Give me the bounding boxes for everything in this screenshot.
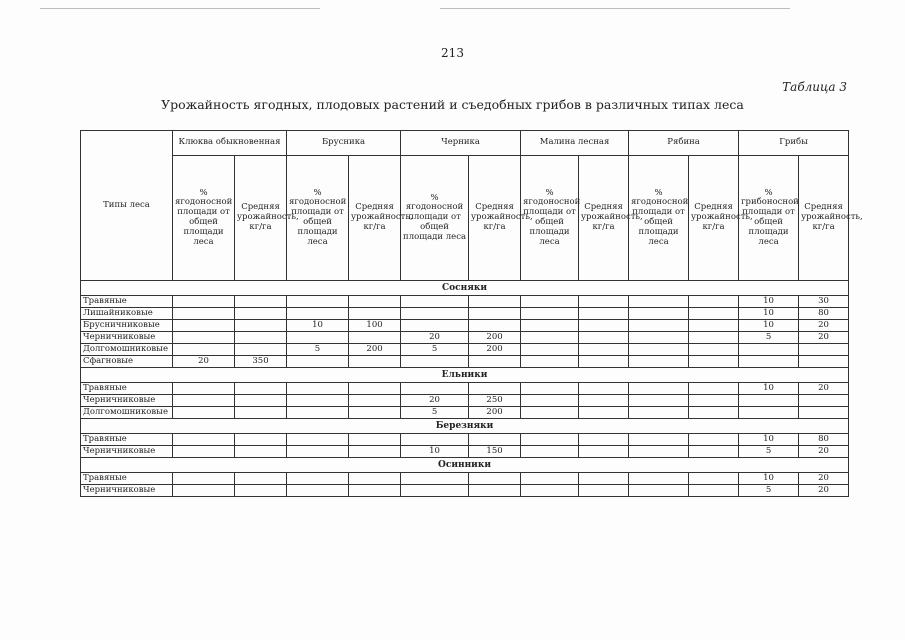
table-cell xyxy=(629,446,689,458)
table-row xyxy=(81,407,849,419)
table-cell xyxy=(799,356,849,368)
table-cell xyxy=(173,308,235,320)
table-row xyxy=(81,434,849,446)
forest-type-cell: Черничниковые xyxy=(81,485,173,497)
forest-type-cell: Травяные xyxy=(81,434,173,446)
table-cell xyxy=(629,407,689,419)
table-cell: 5 xyxy=(287,344,349,356)
table-cell xyxy=(401,296,469,308)
table-cell xyxy=(629,332,689,344)
table-cell xyxy=(349,407,401,419)
table-row xyxy=(81,356,849,368)
table-cell xyxy=(349,395,401,407)
table-cell xyxy=(689,383,739,395)
table-cell xyxy=(287,395,349,407)
subheader-area-percent: % грибоносной площади от общей площади леса xyxy=(739,156,799,281)
table-cell xyxy=(521,296,579,308)
table-cell xyxy=(287,332,349,344)
table-cell xyxy=(579,383,629,395)
group-header-mushrooms: Грибы xyxy=(739,131,849,156)
table-cell xyxy=(579,434,629,446)
table-cell xyxy=(401,356,469,368)
table-cell xyxy=(235,485,287,497)
table-cell xyxy=(349,356,401,368)
subheader-avg-yield: Средняя урожайность, кг/га xyxy=(689,156,739,281)
table-cell: 10 xyxy=(739,434,799,446)
table-cell xyxy=(799,344,849,356)
section-title: Ельники xyxy=(81,368,849,383)
table-cell xyxy=(629,434,689,446)
header-sub-row xyxy=(81,156,849,281)
table-cell xyxy=(173,395,235,407)
table-cell: 10 xyxy=(739,473,799,485)
table-cell xyxy=(579,446,629,458)
table-title: Урожайность ягодных, плодовых растений и съедобных грибов в различных типах леса xyxy=(161,97,744,112)
table-cell xyxy=(579,395,629,407)
table-cell xyxy=(401,473,469,485)
table-cell xyxy=(521,344,579,356)
table-cell xyxy=(235,344,287,356)
table-cell xyxy=(173,296,235,308)
table-cell xyxy=(689,356,739,368)
forest-type-cell: Сфагновые xyxy=(81,356,173,368)
table-cell xyxy=(579,332,629,344)
subheader-area-percent: % ягодоносной площади от общей площади леса xyxy=(629,156,689,281)
table-cell xyxy=(287,485,349,497)
table-cell xyxy=(469,296,521,308)
table-cell xyxy=(579,356,629,368)
table-cell xyxy=(799,395,849,407)
group-header-lingonberry: Брусника xyxy=(287,131,401,156)
subheader-avg-yield: Средняя урожайность, кг/га xyxy=(469,156,521,281)
group-header-raspberry: Малина лесная xyxy=(521,131,629,156)
table-cell xyxy=(629,395,689,407)
table-cell: 20 xyxy=(799,473,849,485)
yield-table xyxy=(80,130,863,497)
subheader-area-percent: % ягодоносной площади от общей площади леса xyxy=(173,156,235,281)
table-cell xyxy=(469,320,521,332)
table-cell xyxy=(173,446,235,458)
table-cell xyxy=(739,407,799,419)
table-cell xyxy=(469,356,521,368)
table-cell xyxy=(287,434,349,446)
table-label: Таблица 3 xyxy=(782,80,847,94)
group-header-blueberry: Черника xyxy=(401,131,521,156)
forest-type-cell: Долгомошниковые xyxy=(81,407,173,419)
table-cell xyxy=(521,395,579,407)
subheader-area-percent: % ягодоносной площади от общей площади леса xyxy=(401,156,469,281)
table-cell xyxy=(173,383,235,395)
subheader-avg-yield: Средняя урожайность, кг/га xyxy=(349,156,401,281)
table-cell xyxy=(235,473,287,485)
table-cell xyxy=(349,446,401,458)
table-cell: 10 xyxy=(739,308,799,320)
forest-type-cell: Черничниковые xyxy=(81,395,173,407)
table-row xyxy=(81,473,849,485)
table-cell xyxy=(579,308,629,320)
table-row xyxy=(81,320,849,332)
table-cell: 5 xyxy=(401,344,469,356)
table-cell: 10 xyxy=(287,320,349,332)
table-cell xyxy=(689,407,739,419)
table-cell: 20 xyxy=(799,485,849,497)
table-cell: 30 xyxy=(799,296,849,308)
table-cell: 20 xyxy=(401,332,469,344)
table-cell xyxy=(521,485,579,497)
table-cell xyxy=(629,320,689,332)
table-cell xyxy=(521,383,579,395)
table-cell: 200 xyxy=(469,407,521,419)
table-cell xyxy=(579,320,629,332)
table-cell xyxy=(287,308,349,320)
table-cell xyxy=(739,356,799,368)
table-cell xyxy=(349,332,401,344)
table-cell: 150 xyxy=(469,446,521,458)
table-cell xyxy=(739,344,799,356)
table-cell xyxy=(689,485,739,497)
table-cell xyxy=(401,383,469,395)
table-cell xyxy=(235,434,287,446)
table-cell: 100 xyxy=(349,320,401,332)
table-cell xyxy=(521,308,579,320)
table-cell xyxy=(629,383,689,395)
section-row xyxy=(81,368,849,383)
table-cell xyxy=(287,473,349,485)
table-cell: 20 xyxy=(799,320,849,332)
table-cell xyxy=(521,356,579,368)
table-cell xyxy=(235,446,287,458)
table-row xyxy=(81,332,849,344)
table-cell xyxy=(235,320,287,332)
subheader-avg-yield: Средняя урожайность, кг/га xyxy=(799,156,849,281)
table-row xyxy=(81,395,849,407)
scan-artifact-line xyxy=(440,8,790,9)
table-cell xyxy=(235,407,287,419)
table-cell xyxy=(689,320,739,332)
table-cell xyxy=(689,434,739,446)
table-cell: 350 xyxy=(235,356,287,368)
table-cell xyxy=(689,308,739,320)
table-cell xyxy=(469,434,521,446)
group-header-cranberry: Клюква обыкновенная xyxy=(173,131,287,156)
table-cell xyxy=(629,473,689,485)
table-cell xyxy=(287,296,349,308)
table-cell: 20 xyxy=(401,395,469,407)
table-cell xyxy=(173,332,235,344)
table-row xyxy=(81,308,849,320)
table-cell xyxy=(629,296,689,308)
table-cell xyxy=(689,395,739,407)
forest-type-cell: Черничниковые xyxy=(81,332,173,344)
table-cell xyxy=(173,407,235,419)
table-cell xyxy=(469,383,521,395)
section-row xyxy=(81,281,849,296)
table-cell xyxy=(579,344,629,356)
table-cell: 5 xyxy=(739,485,799,497)
table-cell: 80 xyxy=(799,434,849,446)
table-cell: 200 xyxy=(469,344,521,356)
table-cell xyxy=(689,332,739,344)
table-cell xyxy=(799,407,849,419)
section-row xyxy=(81,419,849,434)
table-cell xyxy=(401,434,469,446)
table-cell: 10 xyxy=(401,446,469,458)
table-cell xyxy=(579,407,629,419)
table-cell xyxy=(287,446,349,458)
table-cell xyxy=(173,434,235,446)
forest-type-cell: Черничниковые xyxy=(81,446,173,458)
table-cell xyxy=(521,320,579,332)
table-cell xyxy=(689,344,739,356)
subheader-avg-yield: Средняя урожайность, кг/га xyxy=(579,156,629,281)
section-title: Осинники xyxy=(81,458,849,473)
table-cell xyxy=(689,473,739,485)
scan-artifact-line xyxy=(40,8,320,9)
table-cell: 200 xyxy=(469,332,521,344)
table-cell: 10 xyxy=(739,320,799,332)
table-cell xyxy=(629,344,689,356)
table-cell xyxy=(689,296,739,308)
table-row xyxy=(81,344,849,356)
forest-type-cell: Брусничниковые xyxy=(81,320,173,332)
table-cell xyxy=(349,473,401,485)
table-cell xyxy=(401,320,469,332)
table-cell xyxy=(349,308,401,320)
table-cell xyxy=(235,332,287,344)
table-cell xyxy=(349,383,401,395)
section-row xyxy=(81,458,849,473)
table-cell: 20 xyxy=(799,446,849,458)
table-cell: 5 xyxy=(401,407,469,419)
table-cell xyxy=(739,395,799,407)
table-cell xyxy=(629,308,689,320)
table-cell: 200 xyxy=(349,344,401,356)
forest-type-cell: Долгомошниковые xyxy=(81,344,173,356)
subheader-area-percent: % ягодоносной площади от общей площади леса xyxy=(287,156,349,281)
table-cell xyxy=(287,383,349,395)
table-cell xyxy=(235,383,287,395)
table-cell: 5 xyxy=(739,332,799,344)
table-cell: 20 xyxy=(799,383,849,395)
table-row xyxy=(81,296,849,308)
table-cell: 20 xyxy=(173,356,235,368)
forest-type-cell: Травяные xyxy=(81,473,173,485)
forest-type-cell: Травяные xyxy=(81,383,173,395)
table-cell xyxy=(579,473,629,485)
table-cell: 250 xyxy=(469,395,521,407)
table-cell xyxy=(173,320,235,332)
table-cell xyxy=(521,434,579,446)
table-cell xyxy=(401,485,469,497)
table-cell: 10 xyxy=(739,296,799,308)
section-title: Березняки xyxy=(81,419,849,434)
table-row xyxy=(81,485,849,497)
table-cell xyxy=(173,485,235,497)
table-cell xyxy=(173,473,235,485)
table-row xyxy=(81,446,849,458)
table-cell xyxy=(401,308,469,320)
forest-type-cell: Лишайниковые xyxy=(81,308,173,320)
table-cell xyxy=(469,308,521,320)
table-cell xyxy=(287,356,349,368)
table-cell xyxy=(235,308,287,320)
table-cell xyxy=(629,485,689,497)
table-cell xyxy=(235,296,287,308)
table-cell: 80 xyxy=(799,308,849,320)
table-cell xyxy=(235,395,287,407)
table-row xyxy=(81,383,849,395)
table-cell xyxy=(173,344,235,356)
table-cell xyxy=(469,485,521,497)
table-cell xyxy=(287,407,349,419)
group-header-rowan: Рябина xyxy=(629,131,739,156)
subheader-avg-yield: Средняя урожайность, кг/га xyxy=(235,156,287,281)
table-cell xyxy=(349,296,401,308)
table-cell xyxy=(689,446,739,458)
table-cell xyxy=(521,407,579,419)
table-cell xyxy=(579,485,629,497)
table-cell xyxy=(521,332,579,344)
page-number: 213 xyxy=(441,46,464,60)
table-cell xyxy=(469,473,521,485)
table-cell: 20 xyxy=(799,332,849,344)
table-cell: 5 xyxy=(739,446,799,458)
table-cell xyxy=(521,473,579,485)
table-cell: 10 xyxy=(739,383,799,395)
table-cell xyxy=(349,485,401,497)
forest-type-cell: Травяные xyxy=(81,296,173,308)
section-title: Сосняки xyxy=(81,281,849,296)
subheader-area-percent: % ягодоносной площади от общей площади леса xyxy=(521,156,579,281)
header-group-row xyxy=(81,131,849,156)
table-cell xyxy=(629,356,689,368)
table-cell xyxy=(349,434,401,446)
table-cell xyxy=(579,296,629,308)
forest-type-header: Типы леса xyxy=(81,131,173,281)
table-cell xyxy=(521,446,579,458)
